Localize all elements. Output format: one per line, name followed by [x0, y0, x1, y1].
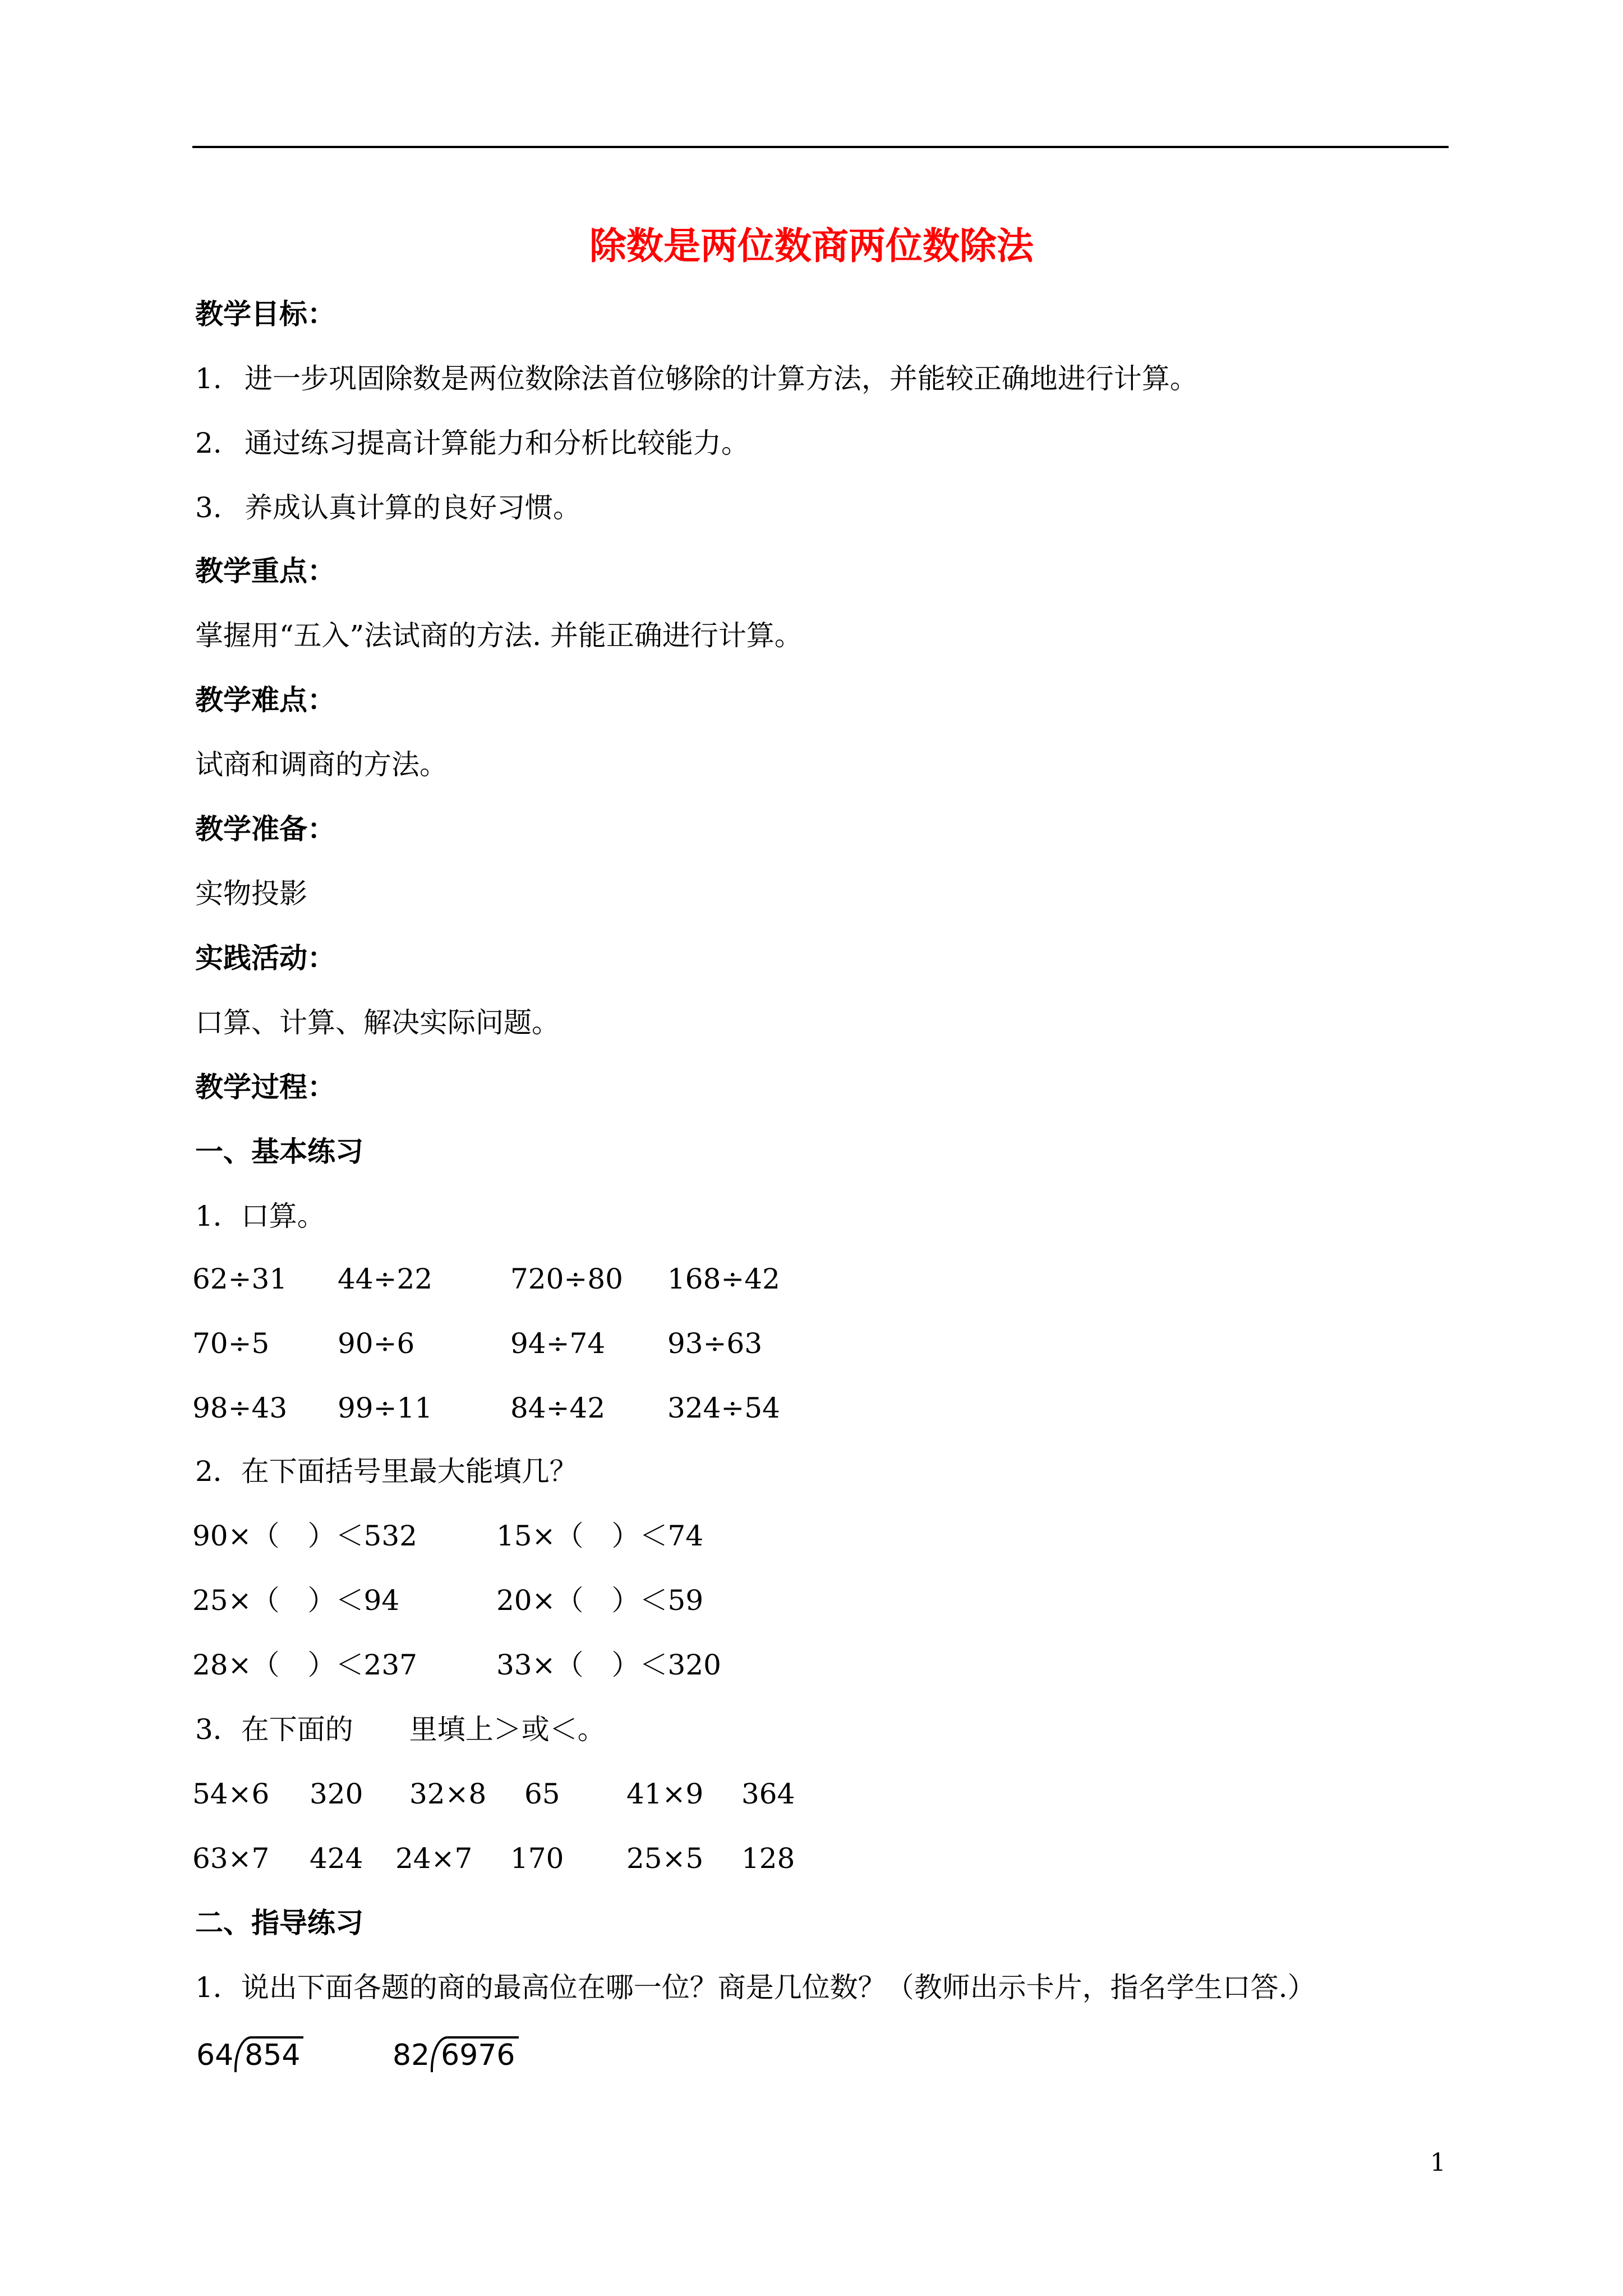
- mental-math-item: 720÷80: [510, 1263, 623, 1295]
- difficulties-text: 试商和调商的方法。: [195, 748, 448, 781]
- compare-right: 65: [524, 1778, 560, 1810]
- dividend: 6976: [441, 2039, 515, 2072]
- objective-num: 1.: [195, 362, 222, 395]
- compare-left: 32×8: [409, 1778, 487, 1810]
- objective-item-2: [195, 426, 749, 460]
- objective-item-3: [195, 491, 581, 524]
- page-number: 1: [1430, 2148, 1446, 2177]
- mental-math-item: 44÷22: [338, 1263, 433, 1295]
- long-division-2: [393, 2036, 519, 2072]
- compare-left: 25×5: [626, 1842, 704, 1875]
- mental-math-item: 94÷74: [510, 1327, 606, 1360]
- section2-heading: 二、指导练习: [195, 1906, 363, 1939]
- page-title: 除数是两位数商两位数除法: [589, 224, 1034, 268]
- division-bracket: [431, 2036, 518, 2072]
- activities-heading: 实践活动：: [195, 941, 335, 974]
- q2-label: 2．在下面括号里最大能填几？: [195, 1455, 578, 1488]
- inequality-item: 20×（ ）＜59: [496, 1584, 704, 1617]
- objectives-heading: 教学目标：: [195, 297, 335, 330]
- objective-text: 通过练习提高计算能力和分析比较能力。: [245, 427, 749, 459]
- inequality-item: 15×（ ）＜74: [496, 1520, 704, 1552]
- divisor: 82: [393, 2039, 430, 2072]
- mental-math-item: 168÷42: [667, 1263, 780, 1295]
- division-bracket: [234, 2036, 303, 2072]
- objective-text: 养成认真计算的良好习惯。: [245, 491, 581, 524]
- inequality-item: 25×（ ）＜94: [192, 1584, 400, 1617]
- process-heading: 教学过程：: [195, 1070, 335, 1103]
- mental-math-item: 99÷11: [338, 1392, 433, 1424]
- compare-right: 364: [741, 1778, 795, 1810]
- section1-heading: 一、基本练习: [195, 1135, 363, 1168]
- objective-text: 进一步巩固除数是两位数除法首位够除的计算方法，并能较正确地进行计算。: [245, 362, 1198, 395]
- mental-math-item: 62÷31: [192, 1263, 288, 1295]
- inequality-item: 28×（ ）＜237: [192, 1649, 417, 1681]
- dividend: 854: [245, 2039, 301, 2072]
- preparation-heading: 教学准备：: [195, 812, 335, 845]
- inequality-item: 33×（ ）＜320: [496, 1649, 721, 1681]
- inequality-item: 90×（ ）＜532: [192, 1520, 417, 1552]
- divisor: 64: [196, 2039, 234, 2072]
- key-points-heading: 教学重点：: [195, 554, 335, 587]
- q1-label: 1．口算。: [195, 1200, 325, 1232]
- compare-right: 170: [510, 1842, 564, 1875]
- mental-math-item: 98÷43: [192, 1392, 288, 1424]
- long-division-1: [196, 2036, 303, 2072]
- compare-right: 424: [310, 1842, 363, 1875]
- compare-right: 128: [741, 1842, 795, 1875]
- header-rule: [192, 146, 1449, 148]
- mental-math-item: 70÷5: [192, 1327, 270, 1360]
- preparation-text: 实物投影: [195, 877, 307, 910]
- objective-num: 3.: [195, 491, 222, 524]
- objective-num: 2.: [195, 427, 222, 459]
- mental-math-item: 93÷63: [667, 1327, 763, 1360]
- difficulties-heading: 教学难点：: [195, 683, 335, 716]
- objective-item-1: [195, 362, 1198, 395]
- mental-math-item: 324÷54: [667, 1392, 780, 1424]
- compare-left: 41×9: [626, 1778, 704, 1810]
- compare-right: 320: [310, 1778, 363, 1810]
- compare-left: 54×6: [192, 1778, 270, 1810]
- q3-label: 3．在下面的 里填上＞或＜。: [195, 1713, 606, 1746]
- key-points-text: 掌握用“五入”法试商的方法. 并能正确进行计算。: [195, 619, 803, 652]
- mental-math-item: 84÷42: [510, 1392, 606, 1424]
- section2-q1-label: 1．说出下面各题的商的最高位在哪一位？商是几位数？（教师出示卡片，指名学生口答.）: [195, 1971, 1316, 2004]
- activities-text: 口算、计算、解决实际问题。: [195, 1006, 560, 1039]
- mental-math-item: 90÷6: [338, 1327, 415, 1360]
- compare-left: 63×7: [192, 1842, 270, 1875]
- compare-left: 24×7: [395, 1842, 473, 1875]
